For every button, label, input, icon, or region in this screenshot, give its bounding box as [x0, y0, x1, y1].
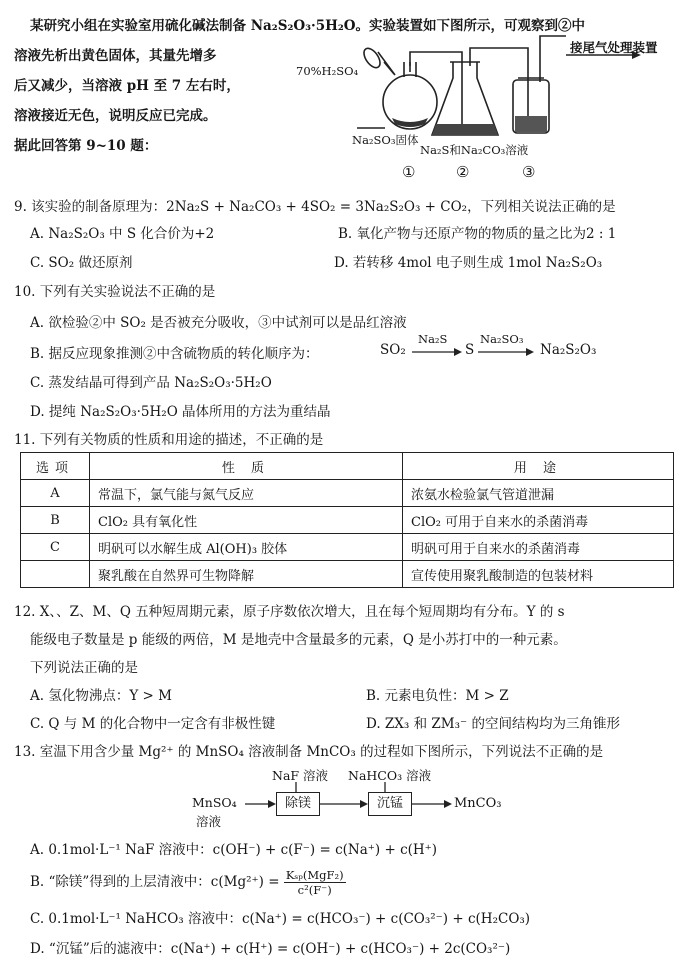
- header-use: 用 途: [403, 453, 674, 480]
- intro-line-2: 溶液先析出黄色固体，其量先增多: [14, 48, 217, 64]
- q12-line-1: 12. X、、Z、M、Q 五种短周期元素，原子序数依次增大，且在每个短周期均有分布。Y 的 s: [14, 604, 565, 620]
- q9-option-b: B. 氧化产物与还原产物的物质的量之比为2 : 1: [338, 226, 617, 242]
- intro-line-5: 据此回答第 9~10 题：: [14, 138, 158, 154]
- flask2-number: ②: [456, 163, 470, 181]
- q12-option-d: D. ZX₃ 和 ZM₃⁻ 的空间结构均为三角锥形: [366, 716, 620, 732]
- tail-gas-label: 接尾气处理装置: [570, 40, 658, 55]
- q10-option-c: C. 蒸发结晶可得到产品 Na₂S₂O₃·5H₂O: [30, 375, 272, 391]
- flow-start-1: MnSO₄: [192, 795, 237, 810]
- flow-step-remove-mg: 除镁: [276, 792, 320, 816]
- table-row: [21, 561, 674, 588]
- flow-reagent-2: NaHCO₃ 溶液: [348, 768, 432, 783]
- q12-option-b: B. 元素电负性：M > Z: [366, 688, 509, 704]
- q13-option-d: D. “沉锰”后的滤液中：c(Na⁺) + c(H⁺) = c(OH⁻) + c(HCO₃⁻) + 2c(CO₃²⁻): [30, 941, 511, 957]
- flow-product: MnCO₃: [454, 796, 502, 811]
- q12-line-2: 能级电子数量是 p 能级的两倍，M 是地壳中含量最多的元素，Q 是小苏打中的一种元素。: [30, 632, 567, 648]
- q9-option-c: C. SO₂ 做还原剂: [30, 255, 133, 271]
- scheme-reagent-2: Na₂SO₃: [480, 332, 524, 346]
- q12-line-3: 下列说法正确的是: [30, 660, 138, 676]
- q13-option-a: A. 0.1mol·L⁻¹ NaF 溶液中：c(OH⁻) + c(F⁻) = c(Na⁺) + c(H⁺): [30, 842, 438, 858]
- q13-option-b: [30, 868, 346, 897]
- table-header-row: [21, 453, 674, 480]
- intro-line-1: 某研究小组在实验室用硫化碱法制备 Na₂S₂O₃·5H₂O。实验装置如下图所示，可观察到②中: [30, 18, 586, 34]
- row-property: 常温下，氯气能与氮气反应: [90, 480, 403, 507]
- scheme-reagent-1: Na₂S: [418, 332, 448, 346]
- q10-option-d: D. 提纯 Na₂S₂O₃·5H₂O 晶体所用的方法为重结晶: [30, 404, 331, 420]
- row-use: 浓氨水检验氯气管道泄漏: [403, 480, 674, 507]
- row-property: ClO₂ 具有氧化性: [90, 507, 403, 534]
- q13-option-b-prefix: B. “除镁”得到的上层清液中：c(Mg²⁺) =: [30, 874, 280, 890]
- apparatus-diagram: [0, 0, 693, 200]
- scheme-product: Na₂S₂O₃: [540, 342, 597, 358]
- q10-option-b: [30, 342, 319, 362]
- bottle3-number: ③: [522, 163, 536, 181]
- q9-stem: 9. 该实验的制备原理为：2Na₂S + Na₂CO₃ + 4SO₂ = 3Na₂S₂O₃ + CO₂，下列相关说法正确的是: [14, 199, 616, 215]
- q10-stem: 10. 下列有关实验说法不正确的是: [14, 284, 216, 300]
- ksp-fraction: [284, 868, 346, 897]
- q11-table: [20, 452, 674, 588]
- q13-option-c: C. 0.1mol·L⁻¹ NaHCO₃ 溶液中：c(Na⁺) = c(HCO₃⁻) + c(CO₃²⁻) + c(H₂CO₃): [30, 911, 531, 927]
- flow-start-2: 溶液: [196, 814, 222, 829]
- scheme-s: S: [465, 342, 475, 358]
- flow-step-precipitate-mn: 沉锰: [368, 792, 412, 816]
- flow-arrows: [0, 780, 693, 840]
- intro-line-4: 溶液接近无色，说明反应已完成。: [14, 108, 217, 124]
- q9-option-d: D. 若转移 4mol 电子则生成 1mol Na₂S₂O₃: [334, 255, 603, 271]
- row-option: B: [21, 507, 90, 534]
- q11-stem: 11. 下列有关物质的性质和用途的描述，不正确的是: [14, 432, 324, 448]
- q9-option-a: A. Na₂S₂O₃ 中 S 化合价为+2: [30, 226, 215, 242]
- header-property: 性 质: [90, 453, 403, 480]
- q13-stem: 13. 室温下用含少量 Mg²⁺ 的 MnSO₄ 溶液制备 MnCO₃ 的过程如下图所示，下列说法不正确的是: [14, 744, 604, 760]
- table-row: [21, 507, 674, 534]
- row-property: 明矾可以水解生成 Al(OH)₃ 胶体: [90, 534, 403, 561]
- intro-line-3: 后又减少，当溶液 pH 至 7 左右时，: [14, 78, 240, 94]
- row-use: ClO₂ 可用于自来水的杀菌消毒: [403, 507, 674, 534]
- scheme-so2: SO₂: [380, 342, 406, 358]
- q12-option-a: A. 氢化物沸点：Y > M: [30, 688, 172, 704]
- scheme-arrow-1: [412, 347, 472, 357]
- flask2-label: Na₂S和Na₂CO₃溶液: [420, 143, 529, 157]
- ksp-numerator: Kₛₚ(MgF₂): [285, 868, 344, 882]
- header-option: 选项: [21, 453, 90, 480]
- row-property: 聚乳酸在自然界可生物降解: [90, 561, 403, 588]
- q10-option-b-prefix: B. 据反应现象推测②中含硫物质的转化顺序为：: [30, 346, 319, 362]
- ksp-denominator: c²(F⁻): [297, 883, 332, 897]
- row-option: A: [21, 480, 90, 507]
- acid-label: 70%H₂SO₄: [296, 64, 359, 78]
- row-use: 明矾可用于自来水的杀菌消毒: [403, 534, 674, 561]
- row-use: 宣传使用聚乳酸制造的包装材料: [403, 561, 674, 588]
- q10-option-a: A. 欲检验②中 SO₂ 是否被充分吸收，③中试剂可以是品红溶液: [30, 315, 407, 331]
- q12-option-c: C. Q 与 M 的化合物中一定含有非极性键: [30, 716, 276, 732]
- row-option: C: [21, 534, 90, 561]
- flow-reagent-1: NaF 溶液: [272, 768, 329, 783]
- flask1-number: ①: [402, 163, 416, 181]
- flask1-label: Na₂SO₃固体: [352, 133, 419, 147]
- scheme-arrow-2: [478, 347, 548, 357]
- row-option: [21, 561, 90, 588]
- table-row: [21, 534, 674, 561]
- table-row: [21, 480, 674, 507]
